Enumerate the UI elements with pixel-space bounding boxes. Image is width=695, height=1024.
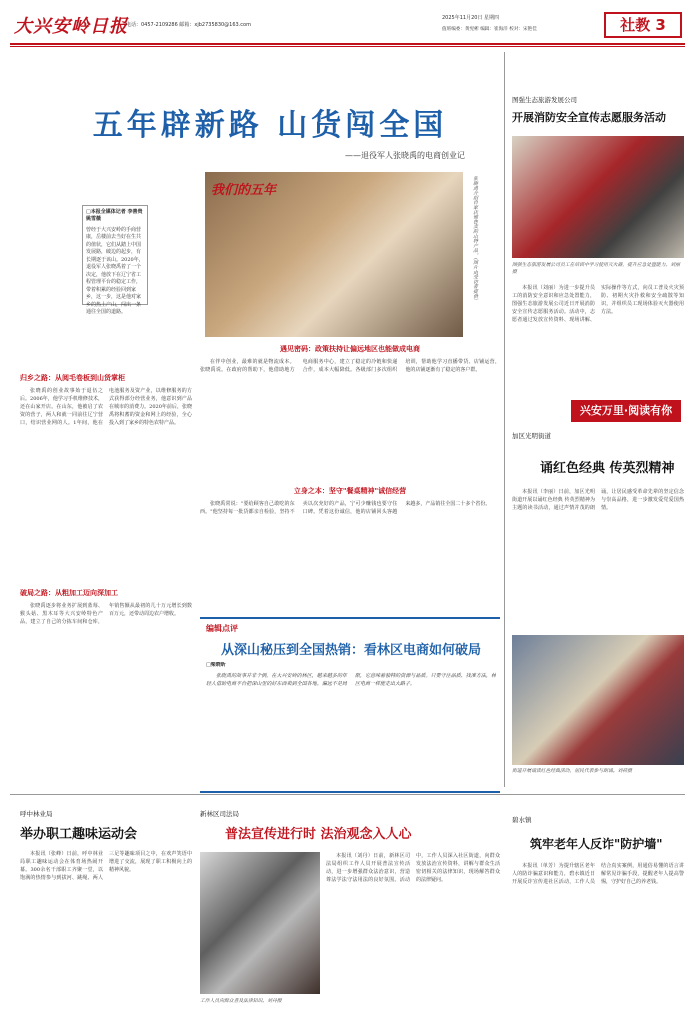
feature-photo-caption: 张晓禹介绍自家店铺售卖的山特产品。（图片由受访者提供） [472,176,477,304]
right-mid-text: 本报讯（李丽）日前，加区光明街道开展以诵红色经典 传英烈精神为主题的读书活动，通过声情并茂的朗诵，让居民感受革命先辈的坚定信念与崇高品格，进一步激发爱党爱国热情。 [512,489,684,511]
right-top-text: 本报讯（刘丽）为进一步提升员工的消防安全意识和应急处置能力，图强生态旅游发展公司近日开展消防安全宣传志愿服务活动。活动中，志愿者通过发放宣传资料、现场讲解、实际操作等方式，向员工普及火灾预防、初期火灾扑救和安全疏散等知识，并组织员工现场体验灭火器使用方法。 [512,285,684,323]
feature-section-b [200,486,500,611]
section-2-title: 破局之路：从粗加工迈向深加工 [20,589,118,597]
commentary-tag: 编辑点评 [206,624,238,633]
right-mid-caption: 街道开展诵读红色经典活动，居民代表参与朗诵。刘荷摄 [512,769,632,774]
section-1-text: 张晓禹的创业故事始于退伍之后。2006年，他学习手机维修技术，还在山家开店。在山东，他被启了农资的营子，两人和就一同前往辽宁营口，结识营业网的人。1年间，他在电池服务及资产业，以维修服务的方式获得部分经营业务，他意识到产品在城市的消费力。2020年前后，张晓禹将积蓄的资金和网上的经验，全心投入到了家乡的特色农特产品。 [20,388,192,427]
commentary-byline: □梁晓昕 [206,662,226,668]
right-top-title: 开展消防安全宣传志愿服务活动 [512,111,666,124]
right-top-caption: 图强生态旅游发展公司员工在培训中学习使用灭火器，提升应急处置能力。刘丽摄 [512,263,680,275]
section-b-text: 张晓禹常说："要给顾客自己敢吃的东西。"他坚持每一批货都亲自检验，坚持不卖以次充好的产品，宁可少赚钱也要守住口碑。凭着这份诚信，他的店铺回头客越来越多，产品销往全国二十多个省份。 [200,501,491,516]
column-divider [504,52,505,787]
editors-line: 值班编委：黄宪彬 编辑：崔海洋 校对：宋艳佳 [442,27,537,32]
reading-banner: 兴安万里·阅读有你 [571,400,681,422]
section-2-text: 张晓禹逐步将业务扩展到蓝莓、猴头菇、黑木耳等大兴安岭特色产品，建立了自己的分拣车间和仓库，年销售额从最初的几十万元增长到数百万元，还带动周边农户增收。 [20,603,192,626]
bottom-mid-photo [200,852,320,994]
feature-section-2 [20,588,192,783]
right-mid-title: 诵红色经典 传英烈精神 [540,461,675,476]
section-b-title: 立身之本：坚守"餐桌精神"诚信经营 [293,487,407,495]
feature-section-a [200,344,500,479]
bottom-mid-caption: 工作人员向群众普及法律知识。刘丹摄 [200,999,282,1004]
commentary-text: 张晓禹的故事并非个例。在大兴安岭的林区，越来越多的年轻人借助电商平台把深山里的好东西卖到全国各地。偏远不是局限，它意味着独特的资源与品质。只要守住品质、找准方法，林区电商一样能走出大路子。 [206,673,496,688]
feature-subheadline: ——退役军人张晓禹的电商创业记 [345,151,465,160]
bottom-right-title: 筑牢老年人反诈"防护墙" [530,837,663,851]
right-top-photo [512,136,684,258]
section-a-title: 遇见密码：政策扶持让偏远地区也能做成电商 [280,345,420,353]
byline-box [82,205,148,315]
masthead [0,0,695,60]
bottom-mid-title: 普法宣传进行时 法治观念入人心 [225,827,412,842]
photo-series-label: 我们的五年 [211,183,277,198]
bottom-mid-text: 本报讯（刘丹）日前，新林区司法局组织工作人员开展普法宣传活动，进一步增强群众法治意识，营造尊法学法守法用法的良好氛围。活动中，工作人员深入社区街道，向群众发放法治宣传资料，讲解与群众生活密切相关的法律知识，现场解答群众的法律疑问。 [326,853,500,883]
top-rule [10,43,685,45]
bottom-left-unit: 呼中林业局 [20,810,53,818]
section-a-text: 在伴中创业，最难的就是物流成本。张晓禹说。在政府的帮助下，他借助地方电商服务中心，建立了稳定的冷链和快递合作，成本大幅降低。各级部门多次组织培训，帮助他学习直播带货、店铺运营，他的店铺逐渐有了稳定的客户群。 [200,359,500,374]
right-top-unit: 图强生态旅游发展公司 [512,96,577,104]
bottom-left-text: 本报讯（张峰）日前，呼中林业局职工趣味运动会在体育场热闹开幕。300余名干部职工齐聚一堂，以饱满的热情参与到拔河、跳绳、两人三足等趣味项目之中，在欢声笑语中增进了交流，展现了职工积极向上的精神风貌。 [20,851,192,881]
feature-byline: □本报全媒体记者 李善贵 姚雪薇 [86,209,143,223]
feature-intro: 曾经于大兴安岭的手商营康，岳楼前去当好在生共的值状，它们从踏上中国发展路，破边的起步，有长期逐于该山。2020年，退役军人张晓禹着了一个决定，他放下在辽宁省工程管理平台的稳定工作，带着积累的经验回到家乡，这一步，这是他对家乡的热土产山，闯出一条通往全国的道路。 [86,226,144,315]
feature-photo [205,172,463,337]
section-1-title: 归乡之路：从阅毛卷板到山货掌柜 [20,374,125,382]
section-tag: 社教 3 [604,12,682,38]
bottom-left-title: 举办职工趣味运动会 [20,827,138,842]
feature-section-1 [20,373,192,588]
contact-info: 电话：0457-2109286 邮箱：xjb2735830@163.com [126,22,251,28]
newspaper-logo: 大兴安岭日报 [14,16,128,37]
bottom-right-unit: 碧水镇 [512,816,532,824]
commentary-title: 从深山秘压到全国热销：看林区电商如何破局 [220,643,481,658]
bottom-divider [10,794,685,795]
right-mid-photo [512,635,684,765]
bottom-right-text: 本报讯（单芳）为提升辖区老年人的防诈骗意识和能力，碧水镇近日开展反诈宣传进社区活动，工作人员结合真实案例，用通俗易懂的语言讲解常见诈骗手段，提醒老年人提高警惕，守护好自己的养老钱。 [512,863,684,885]
top-rule-thin [10,46,685,47]
bottom-mid-unit: 新林区司法局 [200,810,239,818]
dateline: 2025年11月20日 星期四 [442,15,500,21]
feature-headline: 五年辟新路 山货闯全国 [92,108,448,143]
commentary-body [206,662,496,788]
right-mid-unit: 加区光明街道 [512,432,551,440]
